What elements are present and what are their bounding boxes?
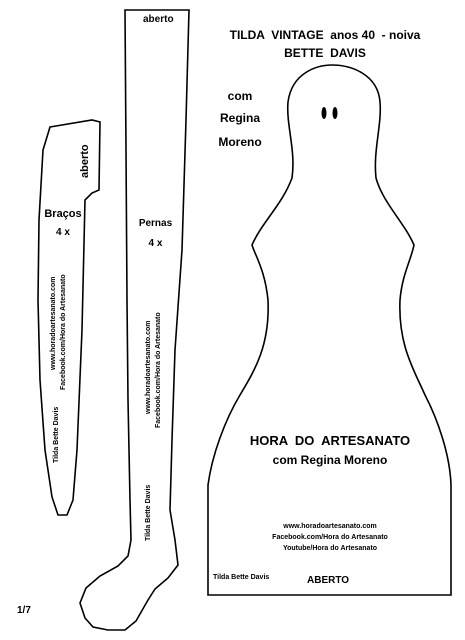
credit-line-1: com — [227, 89, 253, 103]
body-model-text: Tilda Bette Davis — [213, 574, 270, 581]
body-youtube-text: Youtube/Hora do Artesanato — [282, 545, 378, 552]
leg-name-label: Pernas — [138, 218, 173, 229]
leg-model-text: Tilda Bette Davis — [145, 484, 152, 541]
body-brand-line-1: HORA DO ARTESANATO — [249, 433, 411, 448]
leg-facebook-text: Facebook.com/Hora do Artesanato — [155, 312, 162, 428]
page-number: 1/7 — [17, 605, 31, 616]
title-line-1: TILDA VINTAGE anos 40 - noiva — [229, 28, 421, 42]
body-facebook-text: Facebook.com/Hora do Artesanato — [272, 534, 388, 541]
leg-pattern-outline — [80, 10, 189, 630]
body-site-text: www.horadoartesanato.com — [283, 523, 377, 530]
arm-model-text: Tilda Bette Davis — [53, 406, 60, 463]
arm-site-text: www.horadoartesanato.com — [50, 276, 57, 370]
arm-pattern-outline — [38, 120, 100, 515]
leg-opening-label: aberto — [143, 14, 174, 25]
arm-name-label: Braços — [44, 208, 82, 220]
credit-line-2: Regina — [219, 111, 260, 125]
credit-line-3: Moreno — [218, 135, 262, 149]
left-eye — [322, 107, 327, 119]
arm-opening-label: aberto — [79, 144, 91, 178]
body-opening-label: ABERTO — [307, 575, 350, 586]
right-eye — [333, 107, 338, 119]
leg-count-label: 4 x — [148, 238, 163, 249]
title-line-2: BETTE DAVIS — [284, 46, 366, 60]
arm-facebook-text: Facebook.com/Hora do Artesanato — [60, 274, 67, 390]
arm-count-label: 4 x — [56, 227, 70, 238]
leg-site-text: www.horadoartesanato.com — [145, 320, 152, 414]
body-brand-line-2: com Regina Moreno — [272, 453, 388, 467]
